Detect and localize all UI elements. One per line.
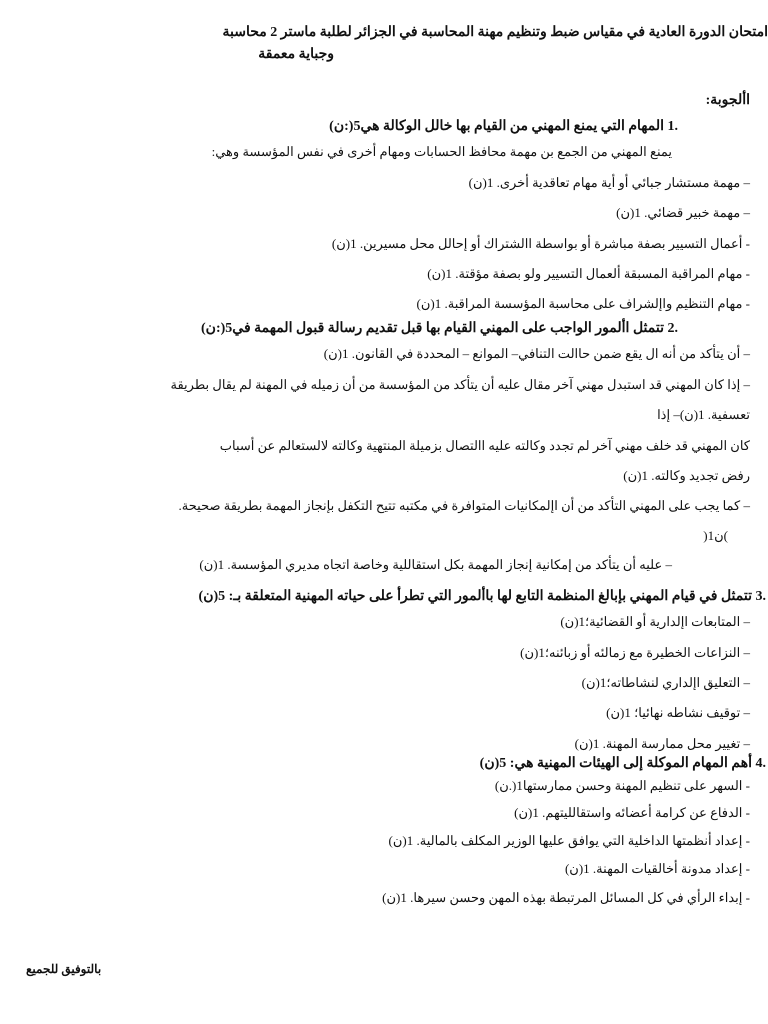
q1-item-2: – مهمة خبير قضائي. 1(ن) — [616, 205, 750, 220]
q3-item-2: – النزاعات الخطيرة مع زمالئه أو زبائنه؛1(ن) — [520, 645, 750, 660]
q1-item-3: - أعمال التسيير بصفة مباشرة أو بواسطة االشتراك أو إحالل محل مسيرين. 1(ن) — [331, 236, 750, 251]
q3-item-1: – المتابعات اإلدارية أو القضائية؛1(ن) — [560, 614, 750, 629]
q1-intro: يمنع المهني من الجمع بن مهمة محافظ الحسابات ومهام أخرى في نفس المؤسسة وهي: — [211, 144, 672, 159]
answers-heading: األجوبة: — [705, 93, 750, 108]
q2-item-2-line1: – إذا كان المهني قد استبدل مهني آخر مقال عليه أن يتأكد من المؤسسة من أن زميله في المهنة لم يقال بطريقة — [170, 377, 750, 392]
q1-item-1: – مهمة مستشار جبائي أو أية مهام تعاقدية أخرى. 1(ن) — [468, 175, 750, 190]
q2-item-3-line1: – كما يجب على المهني التأكد من أن اإلمكانيات المتوافرة في مكتبه تتيح التكفل بإنجاز المهمة بطريقة صحيحة. — [178, 498, 750, 513]
q4-item-2: - الدفاع عن كرامة أعضائه واستقالليتهم. 1(ن) — [514, 805, 750, 820]
q3-heading: .3 تتمثل في قيام المهني بإبالغ المنظمة التابع لها باألمور التي تطرأ على حياته المهنية المتعلقة بـ: 5(ن) — [198, 589, 766, 604]
q4-item-4: - إعداد مدونة أخالقيات المهنة. 1(ن) — [564, 861, 750, 876]
q2-item-2-line3: كان المهني قد خلف مهني آخر لم تجدد وكالته عليه االتصال بزميلة المنتهية وكالته لالستعالم عن أسباب — [219, 438, 750, 453]
q2-item-2-line2: تعسفية. 1(ن)– إذا — [657, 407, 750, 422]
q1-item-5: - مهام التنظيم واإلشراف على محاسبة المؤسسة المراقبة. 1(ن) — [416, 296, 750, 311]
q2-item-3-line2: )ن1( — [703, 528, 728, 543]
exam-title-line1: امتحان الدورة العادية في مقياس ضبط وتنظيم مهنة المحاسبة في الجزائر لطلبة ماستر 2 محاسبة — [222, 25, 768, 40]
q2-heading: .2 تتمثل األمور الواجب على المهني القيام بها قبل تقديم رسالة قبول المهمة في5(:ن) — [201, 321, 678, 336]
q3-item-3: – التعليق اإلداري لنشاطاته؛1(ن) — [581, 675, 750, 690]
q3-item-4: – توقيف نشاطه نهائيا؛ 1(ن) — [606, 705, 750, 720]
closing-remark: بالتوفيق للجميع — [26, 962, 102, 976]
q2-item-2-line4: رفض تجديد وكالته. 1(ن) — [623, 468, 750, 483]
q4-item-1: - السهر على تنظيم المهنة وحسن ممارستها1(.ن) — [494, 778, 750, 793]
q1-item-4: - مهام المراقبة المسبقة ألعمال التسيير ولو بصفة مؤقتة. 1(ن) — [427, 266, 750, 281]
q3-item-5: – تغيير محل ممارسة المهنة. 1(ن) — [574, 736, 750, 751]
q4-heading: .4 أهم المهام الموكلة إلى الهيئات المهنية هي: 5(ن) — [479, 756, 766, 771]
q2-item-4: – عليه أن يتأكد من إمكانية إنجاز المهمة بكل استقاللية وخاصة اتجاه مديري المؤسسة. 1(ن) — [199, 557, 672, 572]
exam-title-line2: وجباية معمقة — [258, 47, 334, 62]
q1-heading: .1 المهام التي يمنع المهني من القيام بها خالل الوكالة هي5(:ن) — [329, 119, 678, 134]
q4-item-5: - إبداء الرأي في كل المسائل المرتبطة بهذه المهن وحسن سيرها. 1(ن) — [382, 890, 750, 905]
q2-item-1: – أن يتأكد من أنه ال يقع ضمن حاالت التنافي– الموانع – المحددة في القانون. 1(ن) — [323, 346, 750, 361]
q4-item-3: - إعداد أنظمتها الداخلية التي يوافق عليها الوزير المكلف بالمالية. 1(ن) — [388, 833, 750, 848]
